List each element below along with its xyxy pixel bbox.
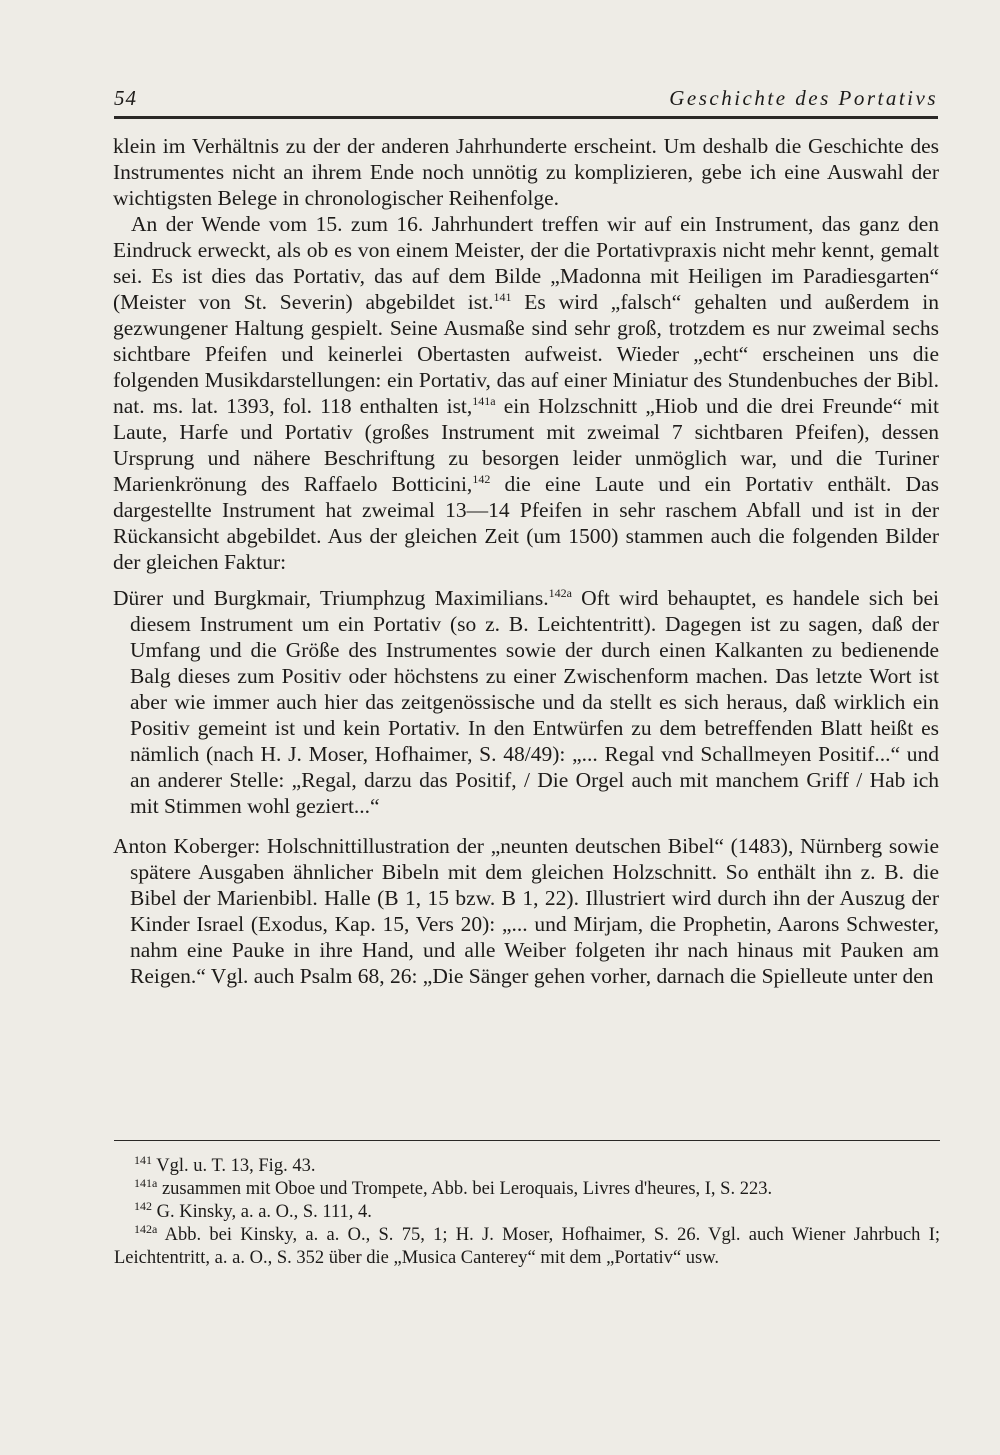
text-run: Dürer und Burgkmair, Triumphzug Maximilians. (113, 586, 549, 610)
paragraph (113, 211, 939, 575)
text-run: Oft wird behauptet, es handele sich bei diesem Instrument um ein Portativ (so z. B. Leichtentritt). Dagegen ist zu sagen, daß der Umfang und die Größe des Instrumentes sowie der durch einen Kalkanten zu bedienende Balg dieses zum Positiv oder höchstens zu einer Zwischenform machen. Das letzte Wort ist aber wie immer auch hier das zeitgenössische und da stellt es sich heraus, daß wirklich ein Positiv gemeint ist und kein Portativ. In den Entwürfen zu dem betreffenden Blatt heißt es nämlich (nach H. J. Moser, Hofhaimer, S. 48/49): „... Regal vnd Schallmeyen Positif...“ und an anderer Stelle: „Regal, darzu das Positif, / Die Orgel auch mit manchem Griff / Hab ich mit Stimmen wohl geziert...“ (130, 586, 939, 818)
list-entry: Anton Koberger: Holschnittillustration der „neunten deutschen Bibel“ (1483), Nürnberg sowie spätere Ausgaben ähnlicher Bibeln mit dem gleichen Holzschnitt. So enthält ihn z. B. die Bibel der Marienbibl. Halle (B 1, 15 bzw. B 1, 22). Illustriert wird durch ihn der Auszug der Kinder Israel (Exodus, Kap. 15, Vers 20): „... und Mirjam, die Prophetin, Aarons Schwester, nahm eine Pauke in ihre Hand, und alle Weiber folgeten ihr nach hinaus mit Pauken am Reigen.“ Vgl. auch Psalm 68, 26: „Die Sänger gehen vorher, darnach die Spielleute unter den (113, 834, 939, 988)
footnote-ref: 142 (472, 471, 491, 486)
text-run: ein Holzschnitt „Hiob und die drei Freunde“ mit Laute, Harfe und Portativ (großes Instrument mit zweimal 7 sichtbaren Pfeifen), dessen Ursprung und nähere Beschriftung zu besorgen leider unmöglich war, und die Turiner Marienkrönung des Raffaelo Botticini, (113, 394, 939, 496)
footnote (114, 1175, 940, 1201)
footnote-ref: 141 (493, 289, 512, 304)
footnote (114, 1221, 940, 1270)
main-text (113, 133, 939, 989)
footnote-rule (114, 1140, 940, 1141)
page-number: 54 (114, 86, 137, 110)
footnote-mark: 142 (134, 1198, 152, 1213)
footnote-ref: 141a (472, 393, 496, 408)
paragraph: klein im Verhältnis zu der der anderen Jahrhunderte erscheint. Um deshalb die Geschichte des Instrumentes nicht an ihrem Ende noch unnötig zu komplizieren, gebe ich eine Auswahl der wichtigsten Belege in chronologischer Reihenfolge. (113, 134, 939, 210)
footnote-text: G. Kinsky, a. a. O., S. 111, 4. (152, 1202, 372, 1222)
running-title: Geschichte des Portativs (669, 86, 938, 110)
footnote-mark: 141a (134, 1175, 158, 1190)
footnote (114, 1152, 940, 1178)
text-run: Es wird „falsch“ gehalten und außerdem in gezwungener Haltung gespielt. Seine Ausmaße sind sehr groß, trotzdem es nur zweimal sechs sichtbare Pfeifen und keinerlei Obertasten aufweist. Wieder „echt“ erscheinen uns die folgenden Musikdarstellungen: ein Portativ, das auf einer Miniatur des Stundenbuches der Bibl. nat. ms. lat. 1393, fol. 118 enthalten ist, (113, 290, 939, 418)
footnote (114, 1198, 940, 1224)
text-run: die eine Laute und ein Portativ enthält. Das dargestellte Instrument hat zweimal 13—14 Pfeifen in sehr raschem Abfall und ist in der Rückansicht abgebildet. Aus der gleichen Zeit (um 1500) stammen auch die folgenden Bilder der gleichen Faktur: (113, 472, 939, 574)
list-entry (113, 585, 939, 819)
footnotes (114, 1152, 940, 1270)
footnote-text: Abb. bei Kinsky, a. a. O., S. 75, 1; H. J. Moser, Hofhaimer, S. 26. Vgl. auch Wiener Jahrbuch I; Leichtentritt, a. a. O., S. 352 über die „Musica Canterey“ mit dem „Portativ“ usw. (114, 1225, 940, 1268)
footnote-ref: 142a (548, 585, 572, 600)
footnote-text: zusammen mit Oboe und Trompete, Abb. bei Leroquais, Livres d'heures, I, S. 223. (157, 1179, 773, 1199)
footnote-mark: 141 (134, 1152, 152, 1167)
footnote-text: Vgl. u. T. 13, Fig. 43. (152, 1156, 316, 1176)
page-header (114, 86, 938, 119)
text-run: An der Wende vom 15. zum 16. Jahrhundert treffen wir auf ein Instrument, das ganz den Eindruck erweckt, als ob es von einem Meister, der die Portativpraxis nicht mehr kennt, gemalt sei. Es ist dies das Portativ, das auf dem Bilde „Madonna mit Heiligen im Paradiesgarten“ (Meister von St. Severin) abgebildet ist. (113, 212, 939, 314)
footnote-mark: 142a (134, 1221, 158, 1236)
